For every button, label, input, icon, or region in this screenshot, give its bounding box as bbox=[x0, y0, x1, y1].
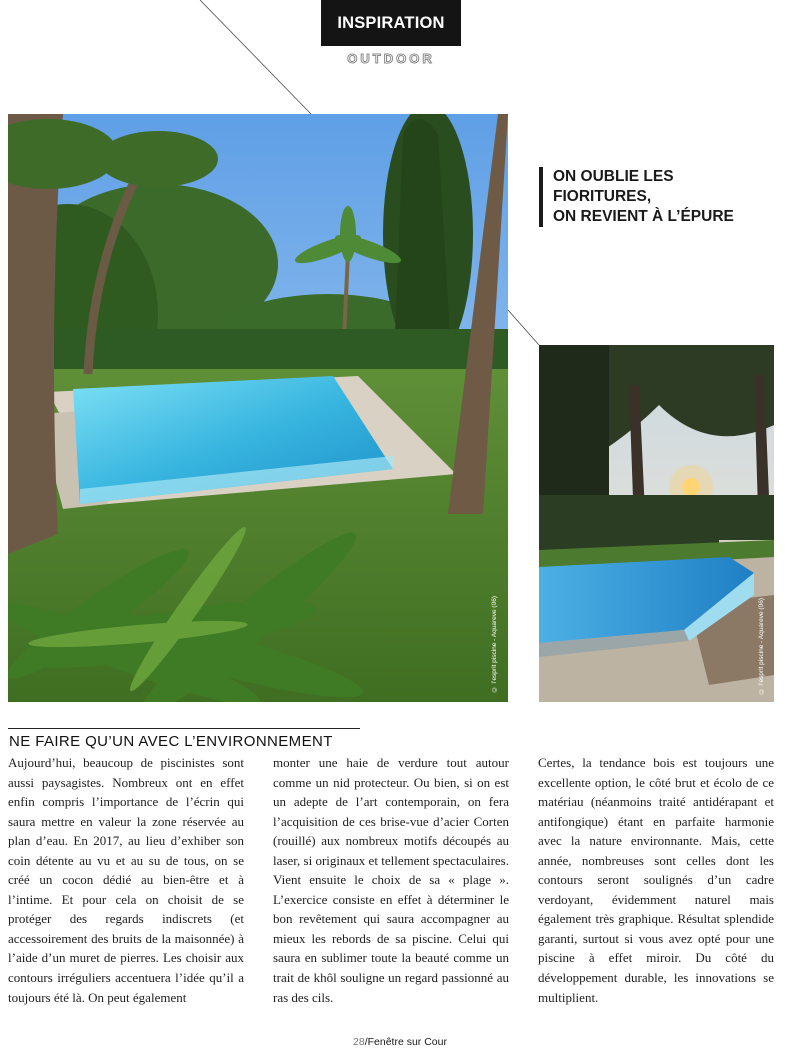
footer-separator: / bbox=[364, 1036, 368, 1048]
pull-quote-line: ON OUBLIE LES bbox=[553, 168, 674, 185]
article-column: Aujourd’hui, beaucoup de piscinistes sont aussi paysagistes. Nombreux ont en effet enfin compris l’importance de l’écrin qui saura mettre en valeur la zone réservée au plan d’eau. En 2017, au lieu d’exhiber son coin détente au vu et au su de tous, on se créé un cocon dédié au bien-être et à l’intime. Et pour cela on choisit de se protéger des regards indiscrets (et accessoirement des bruits de la maisonnée) à l’aide d’un muret de pierres. Les choisir aux contours irréguliers accentuera l’idée qu’il a toujours été là. On peut également bbox=[8, 755, 244, 1005]
subsection-label: OUTDOOR bbox=[347, 51, 435, 66]
photo-credit: © l’esprit piscine - Aquareve (06) bbox=[491, 595, 498, 692]
sunset-pool-photo bbox=[539, 345, 774, 702]
pull-quote-line: ON REVIENT À L’ÉPURE bbox=[553, 208, 734, 225]
pull-quote bbox=[553, 167, 793, 227]
photo-credit: © l’esprit piscine - Aquareve (06) bbox=[758, 597, 765, 694]
pull-quote-line: FIORITURES, bbox=[553, 188, 652, 205]
quote-bar bbox=[539, 167, 543, 227]
heading-rule bbox=[8, 728, 360, 729]
page-number: 28 bbox=[353, 1036, 365, 1048]
article-column: monter une haie de verdure tout autour comme un nid protecteur. Ou bien, si on est un adepte de l’art contemporain, on fera l’acquisition de ces brise-vue d’acier Corten (rouillé) aux nombreux motifs découpés au laser, si originaux et tellement spectaculaires. Vient ensuite le choix de sa « plage ». L’exercice consiste en effet à déterminer le bon revêtement qui saura accompagner au mieux les rebords de sa piscine. Celui qui saura en sublimer toute la beauté comme un trait de khôl souligne un regard passionné au ras des cils. bbox=[273, 755, 509, 1005]
magazine-name: Fenêtre sur Cour bbox=[367, 1036, 447, 1048]
article-heading: NE FAIRE QU’UN AVEC L’ENVIRONNEMENT bbox=[9, 733, 333, 750]
pool-garden-photo bbox=[8, 114, 508, 702]
page-footer bbox=[0, 1036, 800, 1048]
section-tag: INSPIRATION bbox=[321, 0, 461, 46]
article-column: Certes, la tendance bois est toujours une excellente option, le côté brut et écolo de ce matériau (néanmoins traité antidérapant et antifongique) étant en parfaite harmonie avec la nature environnante. Mais, cette année, nombreuses sont celles dont les contours seront soulignés d’un cadre verdoyant, évidemment naturel mais également très graphique. Résultat splendide garanti, surtout si vous avez opté pour une piscine à effet miroir. Du côté du développement durable, les innovations se multiplient. bbox=[538, 755, 774, 1005]
